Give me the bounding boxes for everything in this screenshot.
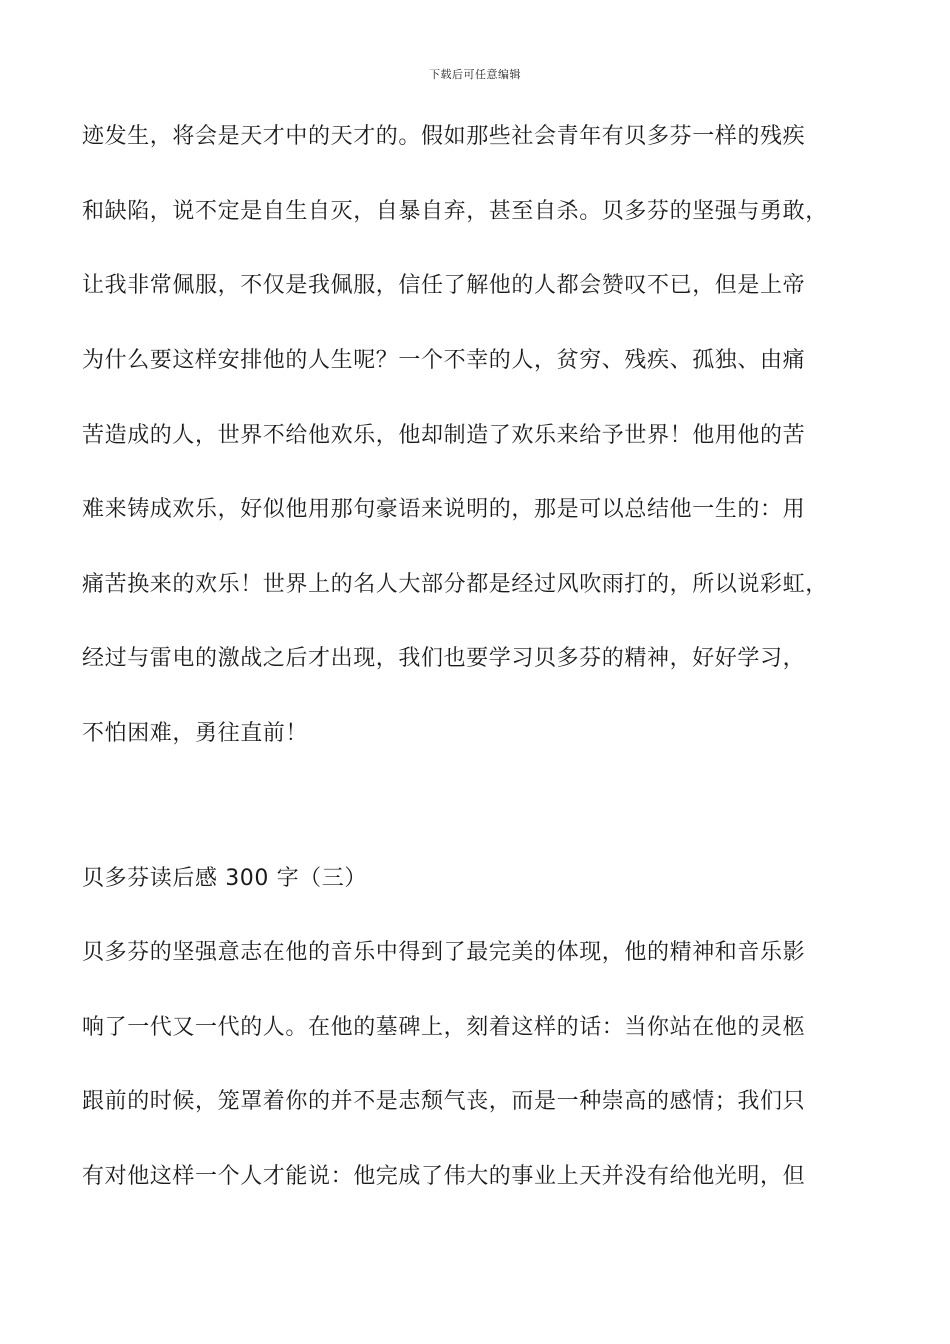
section-heading: 贝多芬读后感 300 字（三） bbox=[82, 866, 367, 891]
paragraph-line: 和缺陷，说不定是自生自灭，自暴自弃，甚至自杀。贝多芬的坚强与勇敢， bbox=[82, 199, 828, 224]
paragraph-line: 难来铸成欢乐，好似他用那句豪语来说明的，那是可以总结他一生的：用 bbox=[82, 497, 806, 522]
paragraph-line: 不怕困难，勇往直前！ bbox=[82, 721, 309, 746]
paragraph-line: 有对他这样一个人才能说：他完成了伟大的事业上天并没有给他光明，但 bbox=[82, 1164, 806, 1189]
paragraph-line: 贝多芬的坚强意志在他的音乐中得到了最完美的体现，他的精神和音乐影 bbox=[82, 940, 806, 965]
paragraph-line: 苦造成的人，世界不给他欢乐，他却制造了欢乐来给予世界！他用他的苦 bbox=[82, 423, 806, 448]
paragraph-line: 跟前的时候，笼罩着你的并不是志颓气丧，而是一种崇高的感情；我们只 bbox=[82, 1089, 806, 1114]
paragraph-line: 经过与雷电的激战之后才出现，我们也要学习贝多芬的精神，好好学习， bbox=[82, 646, 806, 671]
paragraph-line: 迹发生，将会是天才中的天才的。假如那些社会青年有贝多芬一样的残疾 bbox=[82, 124, 806, 149]
paragraph-line: 为什么要这样安排他的人生呢？一个不幸的人，贫穷、残疾、孤独、由痛 bbox=[82, 348, 806, 373]
page-header-note: 下载后可任意编辑 bbox=[429, 68, 521, 81]
paragraph-line: 让我非常佩服，不仅是我佩服，信任了解他的人都会赞叹不已，但是上帝 bbox=[82, 273, 806, 298]
paragraph-line: 痛苦换来的欢乐！世界上的名人大部分都是经过风吹雨打的，所以说彩虹， bbox=[82, 572, 828, 597]
paragraph-line: 响了一代又一代的人。在他的墓碑上，刻着这样的话：当你站在他的灵柩 bbox=[82, 1015, 806, 1040]
